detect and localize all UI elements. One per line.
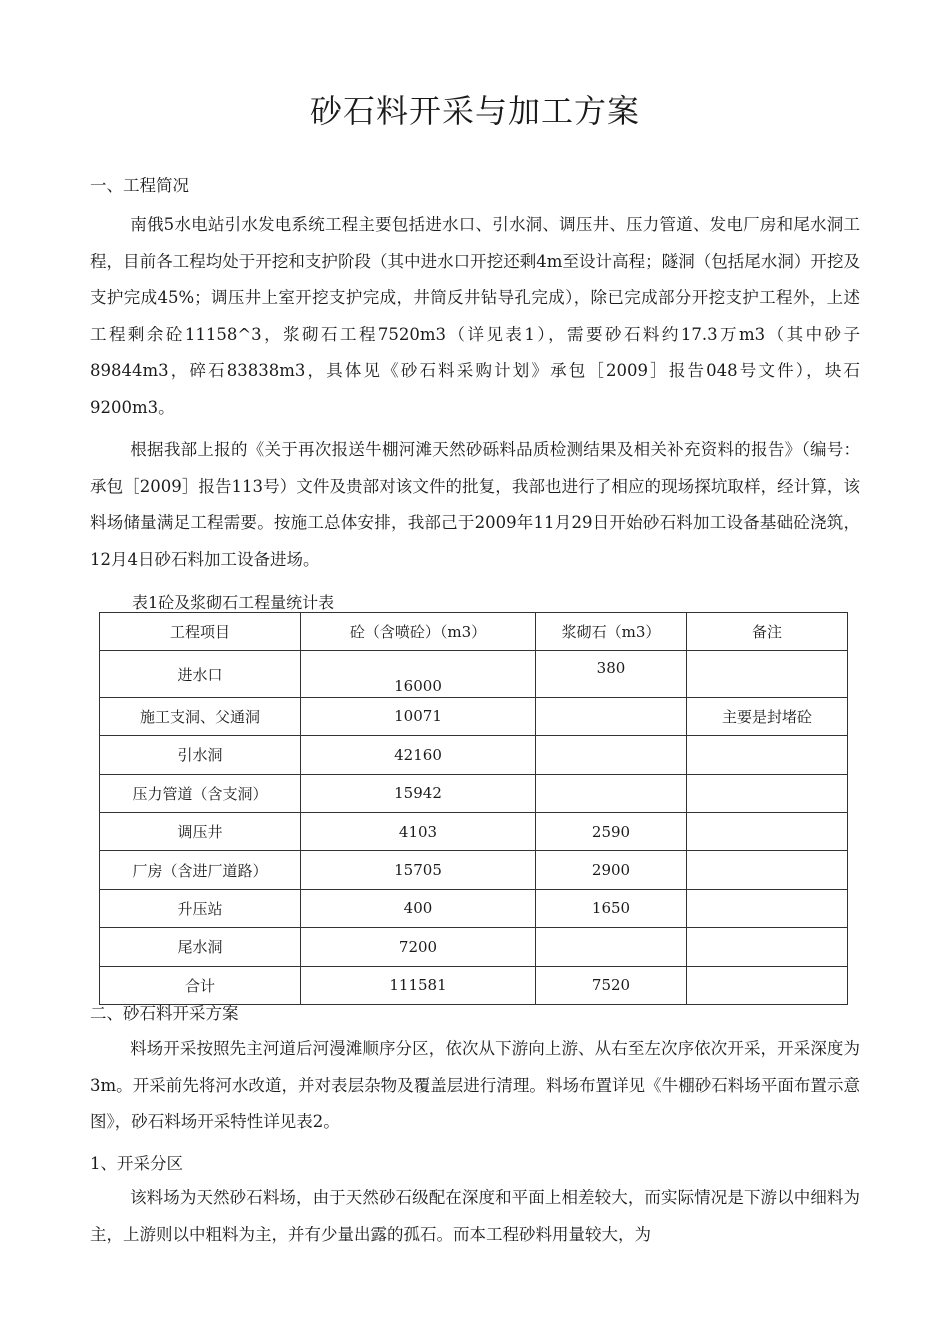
table-cell — [687, 928, 848, 966]
table-cell: 10071 — [301, 697, 536, 735]
table-cell: 调压井 — [100, 812, 301, 850]
paragraph-report-text: 根据我部上报的《关于再次报送牛棚河滩天然砂砾料品质检测结果及相关补充资料的报告》（编号：承包［2009］报告113号）文件及贵部对该文件的批复，我部也进行了相应的现场探坑取样，经计算，该料场储量满足工程需要。按施工总体安排，我部己于2009年11月29日开始砂石料加工设备基础砼浇筑，12月4日砂石料加工设备进场。 — [90, 440, 860, 569]
quantity-table — [99, 612, 848, 1005]
table-cell: 16000 — [301, 651, 536, 697]
table-cell: 15705 — [301, 851, 536, 889]
table-cell: 2900 — [536, 851, 687, 889]
table-cell — [687, 774, 848, 812]
table-header-cell: 备注 — [687, 613, 848, 651]
table-cell: 1650 — [536, 889, 687, 927]
paragraph-mining — [90, 1031, 860, 1141]
page-title: 砂石料开采与加工方案 — [309, 92, 640, 130]
table-row — [100, 889, 848, 927]
table-row — [100, 812, 848, 850]
section-heading-mining: 二、砂石料开采方案 — [90, 1004, 239, 1023]
table-cell — [687, 851, 848, 889]
paragraph-overview-text: 南俄5水电站引水发电系统工程主要包括进水口、引水洞、调压井、压力管道、发电厂房和尾水洞工程，目前各工程均处于开挖和支护阶段（其中进水口开挖还剩4m至设计高程；隧洞（包括尾水洞）开挖及支护完成45%；调压井上室开挖支护完成，井筒反井钻导孔完成），除已完成部分开挖支护工程外，上述工程剩余砼11158^3，浆砌石工程7520m3（详见表1），需要砂石料约17.3万m3（其中砂子89844m3，碎石83838m3，具体见《砂石料采购计划》承包［2009］报告048号文件），块石9200m3。 — [90, 215, 860, 417]
table-cell — [687, 812, 848, 850]
table-row — [100, 851, 848, 889]
table-cell: 111581 — [301, 966, 536, 1004]
table-cell: 引水洞 — [100, 736, 301, 774]
table-cell — [536, 697, 687, 735]
table-cell — [536, 736, 687, 774]
table-cell: 厂房（含进厂道路） — [100, 851, 301, 889]
section-heading-overview: 一、工程简况 — [90, 176, 189, 195]
table-header-cell: 工程项目 — [100, 613, 301, 651]
table-header-row — [100, 613, 848, 651]
table-cell: 15942 — [301, 774, 536, 812]
table-row — [100, 966, 848, 1004]
paragraph-zoning — [90, 1180, 860, 1253]
table-cell: 4103 — [301, 812, 536, 850]
table-cell — [687, 651, 848, 697]
table-cell: 2590 — [536, 812, 687, 850]
table-cell: 压力管道（含支洞） — [100, 774, 301, 812]
table-cell — [687, 736, 848, 774]
table-cell: 380 — [536, 651, 687, 697]
table-cell: 7200 — [301, 928, 536, 966]
table-cell: 升压站 — [100, 889, 301, 927]
table-cell — [687, 966, 848, 1004]
table-cell: 400 — [301, 889, 536, 927]
table-row — [100, 736, 848, 774]
table-caption: 表1砼及浆砌石工程量统计表 — [132, 593, 335, 612]
table-cell — [536, 774, 687, 812]
table-cell — [536, 928, 687, 966]
paragraph-report — [90, 432, 860, 578]
table-cell: 42160 — [301, 736, 536, 774]
table-header-cell: 砼（含喷砼）（m3） — [301, 613, 536, 651]
sub-heading-zoning: 1、开采分区 — [90, 1154, 183, 1173]
table-header-cell: 浆砌石（m3） — [536, 613, 687, 651]
table-row — [100, 651, 848, 697]
table-cell: 尾水洞 — [100, 928, 301, 966]
table-row — [100, 928, 848, 966]
paragraph-mining-text: 料场开采按照先主河道后河漫滩顺序分区，依次从下游向上游、从右至左次序依次开采，开采深度为3m。开采前先将河水改道，并对表层杂物及覆盖层进行清理。料场布置详见《牛棚砂石料场平面布置示意图》，砂石料场开采特性详见表2。 — [90, 1039, 860, 1131]
paragraph-zoning-text: 该料场为天然砂石料场，由于天然砂石级配在深度和平面上相差较大，而实际情况是下游以中细料为主，上游则以中粗料为主，并有少量出露的孤石。而本工程砂料用量较大，为 — [90, 1188, 860, 1244]
table-row — [100, 697, 848, 735]
table-cell: 合计 — [100, 966, 301, 1004]
table-cell: 进水口 — [100, 651, 301, 697]
table-cell: 7520 — [536, 966, 687, 1004]
table-cell: 施工支洞、父通洞 — [100, 697, 301, 735]
table-row — [100, 774, 848, 812]
paragraph-overview — [90, 207, 860, 426]
table-cell: 主要是封堵砼 — [687, 697, 848, 735]
table-cell — [687, 889, 848, 927]
